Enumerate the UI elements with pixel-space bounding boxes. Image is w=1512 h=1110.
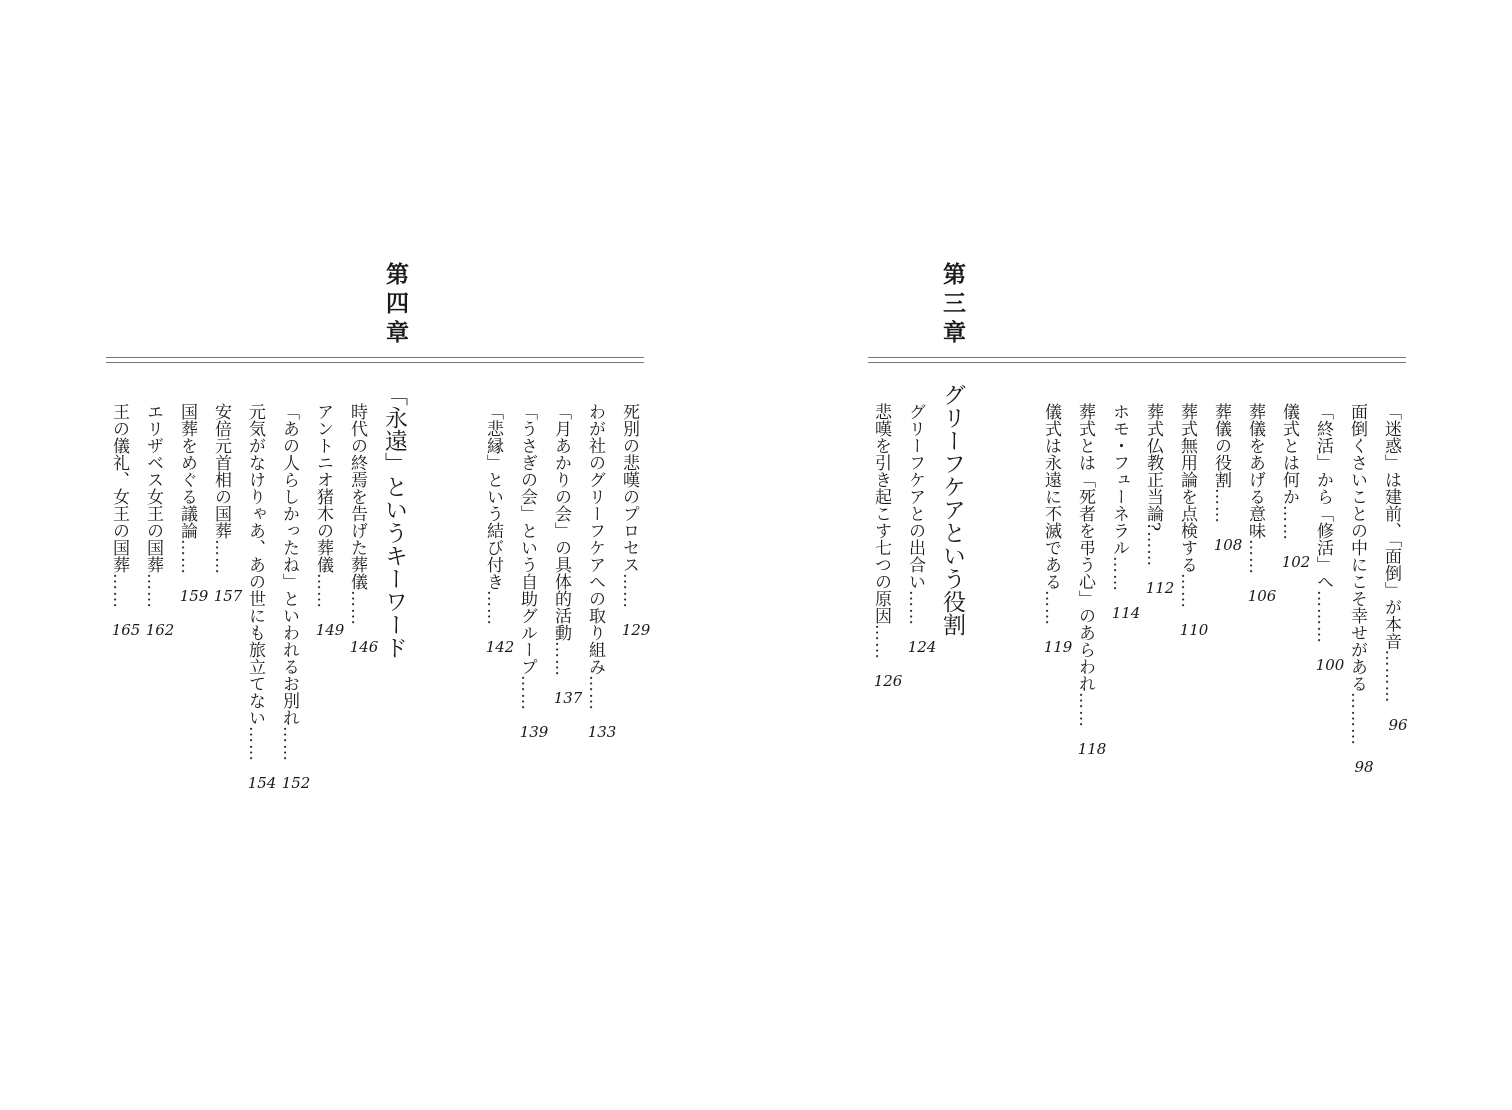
toc-entry-title: アントニオ猪木の葬儀 (313, 403, 333, 573)
leader-dots: …… (619, 573, 639, 609)
leader-dots: …… (347, 590, 367, 626)
toc-entry-title: 葬儀をあげる意味 (1245, 403, 1265, 539)
leader-dots: …… (483, 590, 503, 626)
leader-dots: …… (1143, 531, 1163, 568)
page-number: 114 (1111, 604, 1141, 622)
toc-entry[interactable] (1102, 403, 1141, 630)
leader-dots: …… (1041, 590, 1061, 626)
toc-entry[interactable] (102, 403, 141, 647)
page-number: 100 (1315, 656, 1345, 674)
page-number: 112 (1145, 579, 1175, 598)
toc-entry[interactable] (136, 403, 175, 647)
page-number: 149 (315, 621, 345, 639)
leader-dots: …… (585, 675, 605, 711)
toc-entry[interactable] (1136, 403, 1175, 605)
page-number: 108 (1213, 536, 1243, 554)
page-number: 154 (247, 774, 277, 792)
page-number: 102 (1281, 553, 1311, 571)
toc-entry[interactable] (1306, 403, 1345, 682)
page-number: 133 (587, 723, 617, 741)
leader-dots: …… (871, 624, 891, 660)
toc-entry-title: 安倍元首相の国葬 (211, 403, 231, 539)
leader-dots: …… (1075, 692, 1095, 728)
chapter-3-number: 第三章 (939, 262, 966, 349)
toc-entry-title: 王の儀礼、女王の国葬 (109, 403, 129, 573)
toc-entry[interactable] (204, 403, 243, 613)
toc-entry[interactable] (238, 403, 277, 800)
toc-entry-title: 国葬をめぐる議論 (177, 403, 197, 539)
leader-dots: …… (109, 573, 129, 609)
toc-entry[interactable] (612, 403, 651, 647)
toc-entry-title: わが社のグリーフケアへの取り組み (585, 403, 605, 675)
toc-entry-title: 葬式とは「死者を弔う心」のあらわれ (1075, 403, 1095, 692)
page-number: 159 (179, 587, 209, 605)
page-number: 119 (1043, 638, 1073, 656)
toc-entry-title: 元気がなけりゃあ、あの世にも旅立てない (245, 403, 265, 726)
toc-entry-title: 葬式無用論を点検する (1177, 403, 1197, 573)
leader-dots: …… (1109, 556, 1129, 592)
leader-dots: …… (245, 726, 265, 762)
toc-entry-title: 「あの人らしかったね」といわれるお別れ (279, 403, 299, 726)
page-number: 139 (519, 723, 549, 741)
toc-entry-title: 「終活」から「修活」へ (1313, 403, 1333, 590)
toc-entry[interactable] (1238, 403, 1277, 613)
page-number: 146 (349, 638, 379, 656)
chapter-4-rule (106, 357, 644, 363)
toc-entry[interactable] (864, 403, 903, 698)
toc-entry-title: 儀式とは何か (1279, 403, 1299, 505)
page-number: 96 (1388, 715, 1408, 734)
leader-dots: ……… (1381, 649, 1401, 704)
leader-dots: …… (143, 573, 163, 609)
toc-entry[interactable] (476, 403, 515, 664)
toc-entry[interactable] (1340, 403, 1374, 784)
toc-entry[interactable] (272, 403, 311, 800)
page-number: 157 (213, 587, 243, 605)
toc-entry[interactable] (510, 403, 549, 749)
leader-dots: …… (279, 726, 299, 762)
page-number: 129 (621, 621, 651, 639)
toc-entry[interactable] (1170, 403, 1209, 647)
page-number: 137 (553, 689, 583, 707)
toc-entry-title: 「月あかりの会」の具体的活動 (551, 403, 571, 641)
toc-entry-title: 死別の悲嘆のプロセス (619, 403, 639, 573)
toc-entry-title: エリザベス女王の国葬 (143, 403, 163, 573)
leader-dots: …… (313, 573, 333, 609)
page-number: 165 (111, 621, 141, 639)
page-number: 142 (485, 638, 515, 656)
chapter-4-number: 第四章 (382, 262, 409, 349)
toc-entry[interactable] (1068, 403, 1107, 766)
toc-entry-title: 「悲縁」という結び付き (483, 403, 503, 590)
toc-entry-title: ホモ・フューネラル (1109, 403, 1129, 556)
leader-dots: …… (551, 641, 571, 677)
section-heading: グリーフケアという役割 (939, 383, 965, 636)
toc-entry-title: 儀式は永遠に不滅である (1041, 403, 1061, 590)
toc-entry-title: グリーフケアとの出合い (905, 403, 925, 590)
toc-entry-title: 葬儀の役割 (1211, 403, 1231, 488)
toc-entry-title: 時代の終焉を告げた葬儀 (347, 403, 367, 590)
leader-dots: …… (517, 675, 537, 711)
leader-dots: …… (1279, 505, 1299, 541)
page-number: 118 (1077, 740, 1107, 758)
section-heading: 「永遠」というキーワード (381, 383, 407, 659)
toc-entry[interactable] (1374, 403, 1408, 742)
leader-dots: ……… (1313, 590, 1333, 644)
toc-entry-title: 悲嘆を引き起こす七つの原因 (871, 403, 891, 624)
page-number: 162 (145, 621, 175, 639)
leader-dots: ……… (1347, 692, 1367, 746)
leader-dots: …… (177, 539, 197, 575)
leader-dots: …… (1211, 488, 1231, 524)
toc-entry[interactable] (1034, 403, 1073, 664)
chapter-3-rule (868, 357, 1406, 363)
leader-dots: …… (1177, 573, 1197, 609)
page-number: 98 (1354, 758, 1374, 776)
leader-dots: …… (905, 590, 925, 626)
toc-entry-title: 面倒くさいことの中にこそ幸せがある (1347, 403, 1367, 692)
toc-entry[interactable] (544, 403, 583, 715)
toc-entry-title: 葬式仏教正当論? (1143, 403, 1163, 532)
toc-entry[interactable] (306, 403, 345, 647)
page-number: 126 (873, 672, 903, 690)
page-number: 110 (1179, 621, 1209, 639)
page-number: 106 (1247, 587, 1277, 605)
leader-dots: …… (211, 539, 231, 575)
leader-dots: …… (1245, 539, 1265, 575)
toc-entry[interactable] (1204, 403, 1243, 562)
toc-entry[interactable] (578, 403, 617, 749)
toc-entry[interactable] (170, 403, 209, 613)
toc-entry[interactable] (1272, 403, 1311, 579)
toc-entry[interactable] (340, 403, 379, 664)
toc-entry[interactable] (898, 403, 937, 664)
toc-entry-title: 「うさぎの会」という自助グループ (517, 403, 537, 675)
page-number: 152 (281, 774, 311, 792)
page-number: 124 (907, 638, 937, 656)
toc-entry-title: 「迷惑」は建前、「面倒」が本音 (1381, 403, 1401, 650)
